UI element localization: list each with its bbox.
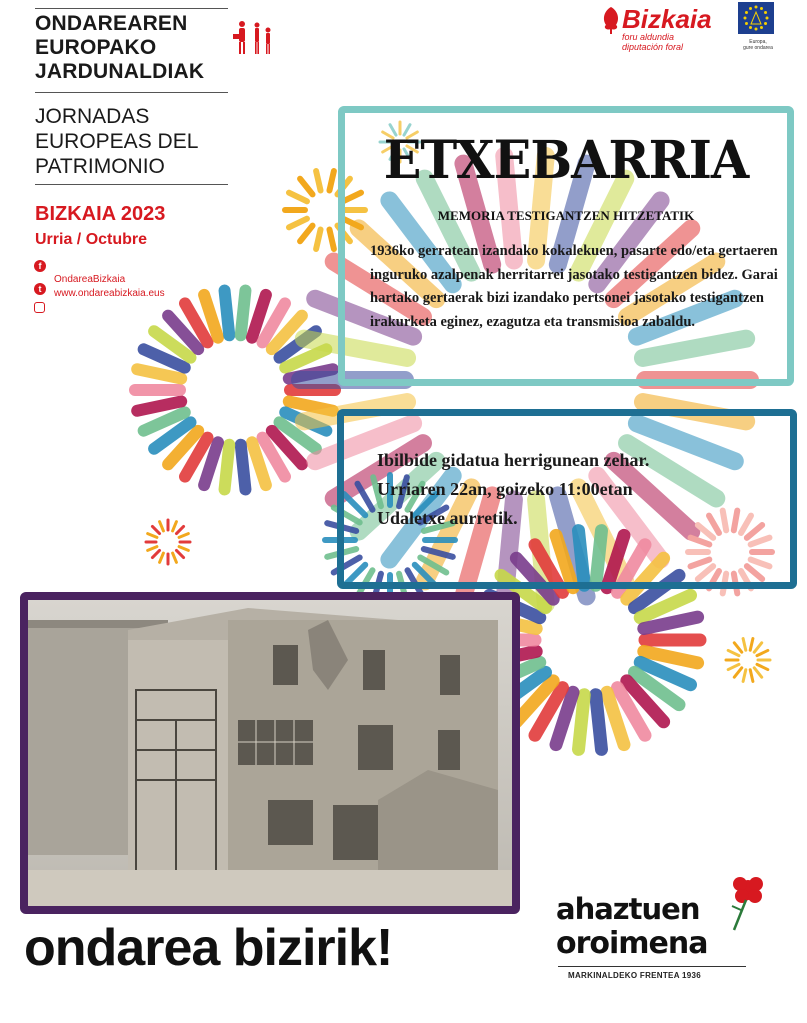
year-label: BIZKAIA 2023 (35, 203, 166, 225)
sunburst-ray (160, 522, 164, 531)
facebook-icon: f (34, 260, 46, 272)
eu-star (764, 11, 767, 14)
eu-flag-icon (738, 2, 774, 34)
slogan: ondarea bizirik! (24, 919, 393, 977)
sunburst-ray (754, 643, 761, 652)
event-datetime: Urriaren 22an, goizeko 11:00etan (377, 479, 633, 499)
sunburst-ray (300, 179, 312, 195)
bizkaia-sub-line: foru aldundia (622, 32, 675, 42)
divider (558, 966, 746, 967)
sunburst-ray (148, 547, 157, 551)
event-title: ETXEBARRIA (383, 130, 749, 191)
eu-caption (734, 39, 782, 51)
sunburst-ray (300, 226, 312, 242)
eu-star (755, 6, 758, 9)
sunburst-ray (137, 401, 181, 410)
sunburst-ray (173, 522, 177, 531)
historic-building-photo (20, 592, 520, 914)
facebook-row (34, 260, 234, 274)
event-series-subtitle (35, 104, 235, 179)
sunburst-ray (148, 534, 157, 538)
subtitle-line: PATRIMONIO (35, 155, 165, 178)
eu-star (764, 22, 767, 25)
sunburst-ray (316, 171, 320, 190)
eu-star (745, 11, 748, 14)
sunburst-ray (750, 670, 753, 682)
title-line: JARDUNALDIAK (35, 60, 205, 83)
instagram-icon (34, 302, 45, 313)
event-description: 1936ko gerratean izandako kokalekuen, pasarte edo/eta gertaeren inguruko azalpenak herritarrei jasotako testigantzen bidez. Garai hartako gertaerak bizi izandako pertsonei jasotako testigantzen irakurketa eginez, ezagutza eta transmisioa zabaldu. (370, 243, 778, 330)
sunburst-ray (152, 526, 159, 533)
event-subtitle: MEMORIA TESTIGANTZEN HITZETATIK (437, 208, 695, 223)
sunburst-ray (757, 650, 768, 655)
sunburst-ray (596, 695, 602, 750)
title-line: EUROPAKO (35, 36, 157, 59)
divider (35, 184, 228, 185)
org-logo-line1: ahaztuen (556, 892, 700, 926)
sunburst-ray (179, 534, 188, 538)
sunburst-ray (176, 550, 183, 557)
instagram-row (34, 302, 234, 316)
sunburst-ray (743, 670, 746, 682)
event-route: Ibilbide gidatua herrigunean zehar. (377, 450, 650, 470)
org-logo-line3: MARKINALDEKO FRENTEA 1936 (568, 971, 701, 980)
divider (35, 92, 228, 93)
twitter-icon: t (34, 283, 46, 295)
divider (35, 8, 228, 9)
sunburst-ray (750, 639, 753, 651)
sunburst-ray (329, 229, 333, 248)
event-details (377, 446, 777, 533)
sunburst-ray (728, 650, 739, 655)
eu-star (755, 28, 758, 31)
bizkaia-logo-text: Bizkaia (622, 4, 712, 34)
carnation-flower-icon (722, 872, 772, 932)
sunburst-ray (289, 193, 307, 202)
month-label: Urria / Octubre (35, 231, 148, 248)
eu-star (744, 17, 747, 20)
sunburst (726, 639, 770, 682)
eu-caption-line: gure ondarea (743, 45, 773, 51)
eu-caption-line: Europa, (749, 39, 767, 45)
eu-stars (738, 2, 774, 34)
event-meeting-point: Udaletxe aurretik. (377, 508, 518, 528)
sunburst-ray (757, 664, 768, 669)
sunburst-ray (173, 553, 177, 562)
sunburst-ray (241, 291, 246, 336)
sunburst-ray (160, 553, 164, 562)
subtitle-line: EUROPEAS DEL (35, 130, 199, 153)
sunburst-ray (241, 445, 246, 490)
twitter-row (34, 283, 234, 297)
sunburst-ray (728, 664, 739, 669)
subtitle-line: JORNADAS (35, 105, 150, 128)
sunburst-ray (329, 171, 333, 190)
eu-star (749, 26, 752, 29)
sunburst-ray (316, 229, 320, 248)
building-illustration (28, 600, 512, 906)
bizkaia-sub-line: diputación foral (622, 42, 684, 52)
event-series-title (35, 12, 235, 84)
eu-star (745, 22, 748, 25)
sunburst-ray (754, 668, 761, 677)
sunburst-ray (137, 369, 181, 378)
sunburst-ray (289, 219, 307, 228)
eu-star (760, 7, 763, 10)
sunburst-ray (743, 639, 746, 651)
sunburst-ray (152, 550, 159, 557)
sunburst-ray (179, 547, 188, 551)
website-link[interactable]: www.ondareabizkaia.eus (54, 288, 165, 299)
eu-star (749, 7, 752, 10)
eu-star (760, 26, 763, 29)
title-line: ONDAREAREN (35, 12, 188, 35)
sunburst-ray (734, 668, 741, 677)
sunburst (146, 520, 190, 564)
sunburst-ray (225, 445, 230, 490)
org-logo-line2: oroimena (556, 926, 708, 961)
sunburst-ray (176, 526, 183, 533)
bizkaia-logo-subtitle (622, 32, 683, 52)
sunburst (135, 291, 335, 490)
eu-star (766, 17, 769, 20)
people-figures-icon (230, 18, 280, 60)
social-handle[interactable]: OndareaBizkaia (54, 274, 126, 285)
sunburst-ray (734, 643, 741, 652)
bizkaia-tree-icon (600, 5, 622, 35)
sunburst-ray (579, 695, 585, 750)
